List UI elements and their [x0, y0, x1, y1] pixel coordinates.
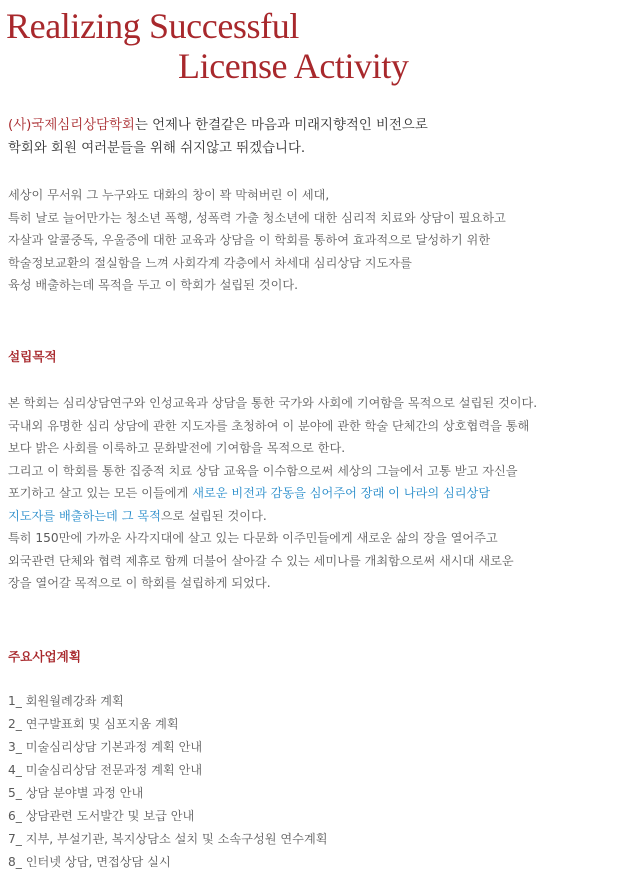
background-line: 특히 날로 늘어만가는 청소년 폭행, 성폭력 가출 청소년에 대한 심리적 치료와 상담이 필요하고 [8, 210, 506, 225]
purpose-heading: 설립목적 [8, 349, 57, 364]
intro-line-1-rest: 는 언제나 한결같은 마음과 미래지향적인 비전으로 [134, 118, 428, 133]
title-line-2: License Activity [178, 46, 409, 86]
intro-line-1 [8, 114, 428, 137]
page-title [6, 6, 409, 86]
purpose-line-5-prefix: 포기하고 살고 있는 모든 이들에게 [8, 486, 193, 500]
background-line: 세상이 무서워 그 누구와도 대화의 창이 꽉 막혀버린 이 세대, [8, 188, 330, 202]
plan-item: 3_ 미술심리상담 기본과정 계획 안내 [8, 740, 203, 754]
purpose-line: 외국관련 단체와 협력 제휴로 함께 더불어 살아갈 수 있는 세미나를 개최함으로써 새시대 새로운 [8, 553, 514, 568]
plan-item: 5_ 상담 분야별 과정 안내 [8, 786, 144, 800]
purpose-line: 국내외 유명한 심리 상담에 관한 지도자를 초청하여 이 분야에 관한 학술 단체간의 상호협력을 통해 [8, 418, 530, 433]
purpose-paragraph [8, 392, 537, 595]
intro-statement [8, 114, 428, 160]
plan-item: 7_ 지부, 부설기관, 복지상담소 설치 및 소속구성원 연수계획 [8, 832, 328, 846]
plan-item: 8_ 인터넷 상담, 면접상담 실시 [8, 855, 171, 869]
purpose-line: 특히 150만에 가까운 사각지대에 살고 있는 다문화 이주민들에게 새로운 삶의 장을 열어주고 [8, 531, 498, 545]
purpose-line-6-suffix: 으로 설립된 것이다. [160, 508, 267, 523]
plan-item: 6_ 상담관련 도서발간 및 보급 안내 [8, 809, 195, 823]
plans-list [8, 690, 328, 874]
background-line: 학술정보교환의 절실함을 느껴 사회각계 각층에서 차세대 심리상담 지도자를 [8, 255, 412, 270]
purpose-highlight-1: 새로운 비전과 감동을 심어주어 장래 이 나라의 심리상담 [192, 486, 491, 500]
purpose-line: 보다 밝은 사회를 이룩하고 문화발전에 기여함을 목적으로 한다. [8, 441, 346, 455]
purpose-line [8, 482, 537, 505]
purpose-line [8, 505, 537, 528]
background-paragraph [8, 184, 506, 297]
purpose-line: 그리고 이 학회를 통한 집중적 치료 상담 교육을 이수함으로써 세상의 그늘에서 고통 받고 자신을 [8, 463, 518, 478]
background-line: 육성 배출하는데 목적을 두고 이 학회가 설립된 것이다. [8, 278, 299, 292]
background-line: 자살과 알콜중독, 우울증에 대한 교육과 상담을 이 학회를 통하여 효과적으로 달성하기 위한 [8, 233, 491, 247]
purpose-highlight-2: 지도자를 배출하는데 그 목적 [8, 508, 161, 523]
organization-name: (사)국제심리상담학회 [8, 118, 135, 133]
intro-line-2: 학회와 회원 여러분들을 위해 쉬지않고 뛰겠습니다. [8, 141, 306, 156]
plan-item: 4_ 미술심리상담 전문과정 계획 안내 [8, 763, 203, 777]
plan-item: 2_ 연구발표회 및 심포지움 계획 [8, 717, 179, 731]
plan-item: 1_ 회원월례강좌 계획 [8, 694, 124, 708]
title-line-1: Realizing Successful [6, 6, 299, 46]
plans-heading: 주요사업계획 [8, 649, 81, 664]
purpose-line: 장을 열어갈 목적으로 이 학회를 설립하게 되었다. [8, 576, 271, 590]
purpose-line: 본 학회는 심리상담연구와 인성교육과 상담을 통한 국가와 사회에 기여함을 목적으로 설립된 것이다. [8, 396, 538, 410]
